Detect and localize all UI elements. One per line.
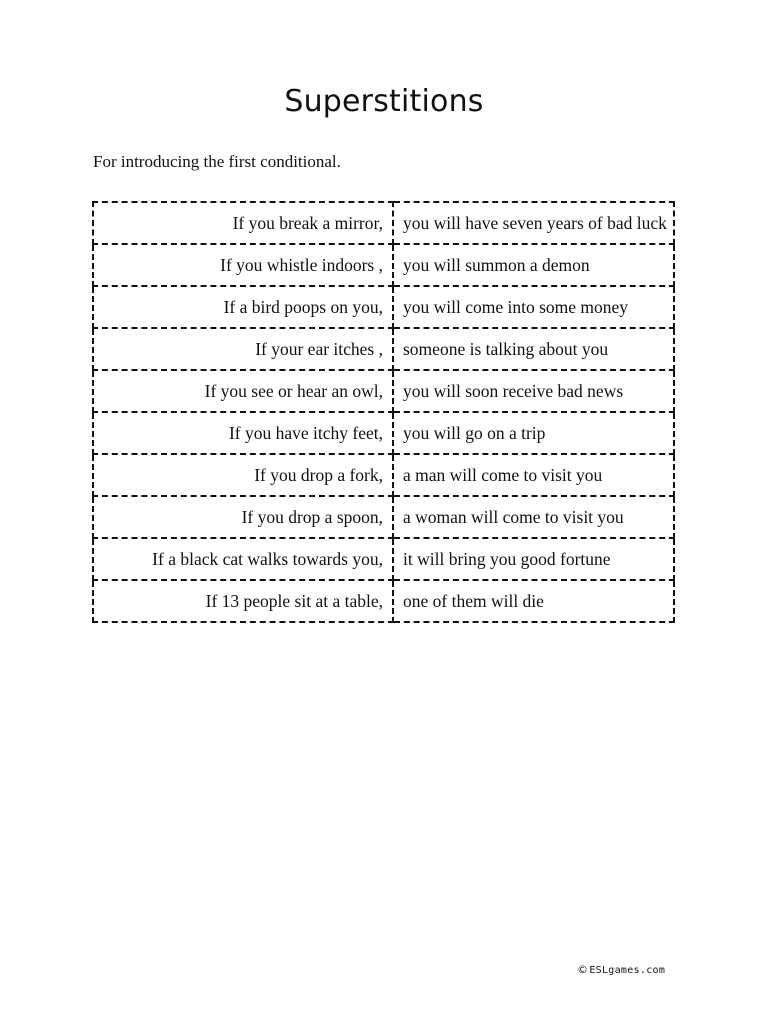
condition-cell: If you drop a fork, [93, 454, 393, 496]
result-cell: a woman will come to visit you [393, 496, 674, 538]
condition-cell: If 13 people sit at a table, [93, 580, 393, 622]
table-row [93, 202, 674, 244]
table-row [93, 496, 674, 538]
result-cell: you will soon receive bad news [393, 370, 674, 412]
result-cell: you will go on a trip [393, 412, 674, 454]
result-cell: a man will come to visit you [393, 454, 674, 496]
page-title: Superstitions [284, 84, 484, 119]
condition-cell: If you break a mirror, [93, 202, 393, 244]
copyright-footer [577, 963, 665, 976]
table-row [93, 580, 674, 622]
superstition-cards-table [92, 201, 675, 623]
condition-cell: If a black cat walks towards you, [93, 538, 393, 580]
condition-cell: If you see or hear an owl, [93, 370, 393, 412]
intro-text: For introducing the first conditional. [93, 152, 341, 171]
copyright-icon: © [577, 963, 589, 976]
result-cell: one of them will die [393, 580, 674, 622]
site-name: ESLgames.com [589, 965, 666, 976]
condition-cell: If your ear itches , [93, 328, 393, 370]
cards-body [93, 202, 674, 622]
table-row [93, 538, 674, 580]
table-row [93, 370, 674, 412]
condition-cell: If a bird poops on you, [93, 286, 393, 328]
condition-cell: If you whistle indoors , [93, 244, 393, 286]
result-cell: it will bring you good fortune [393, 538, 674, 580]
table-row [93, 286, 674, 328]
condition-cell: If you have itchy feet, [93, 412, 393, 454]
result-cell: someone is talking about you [393, 328, 674, 370]
table-row [93, 328, 674, 370]
result-cell: you will come into some money [393, 286, 674, 328]
table-row [93, 244, 674, 286]
result-cell: you will summon a demon [393, 244, 674, 286]
result-cell: you will have seven years of bad luck [393, 202, 674, 244]
table-row [93, 412, 674, 454]
table-row [93, 454, 674, 496]
condition-cell: If you drop a spoon, [93, 496, 393, 538]
